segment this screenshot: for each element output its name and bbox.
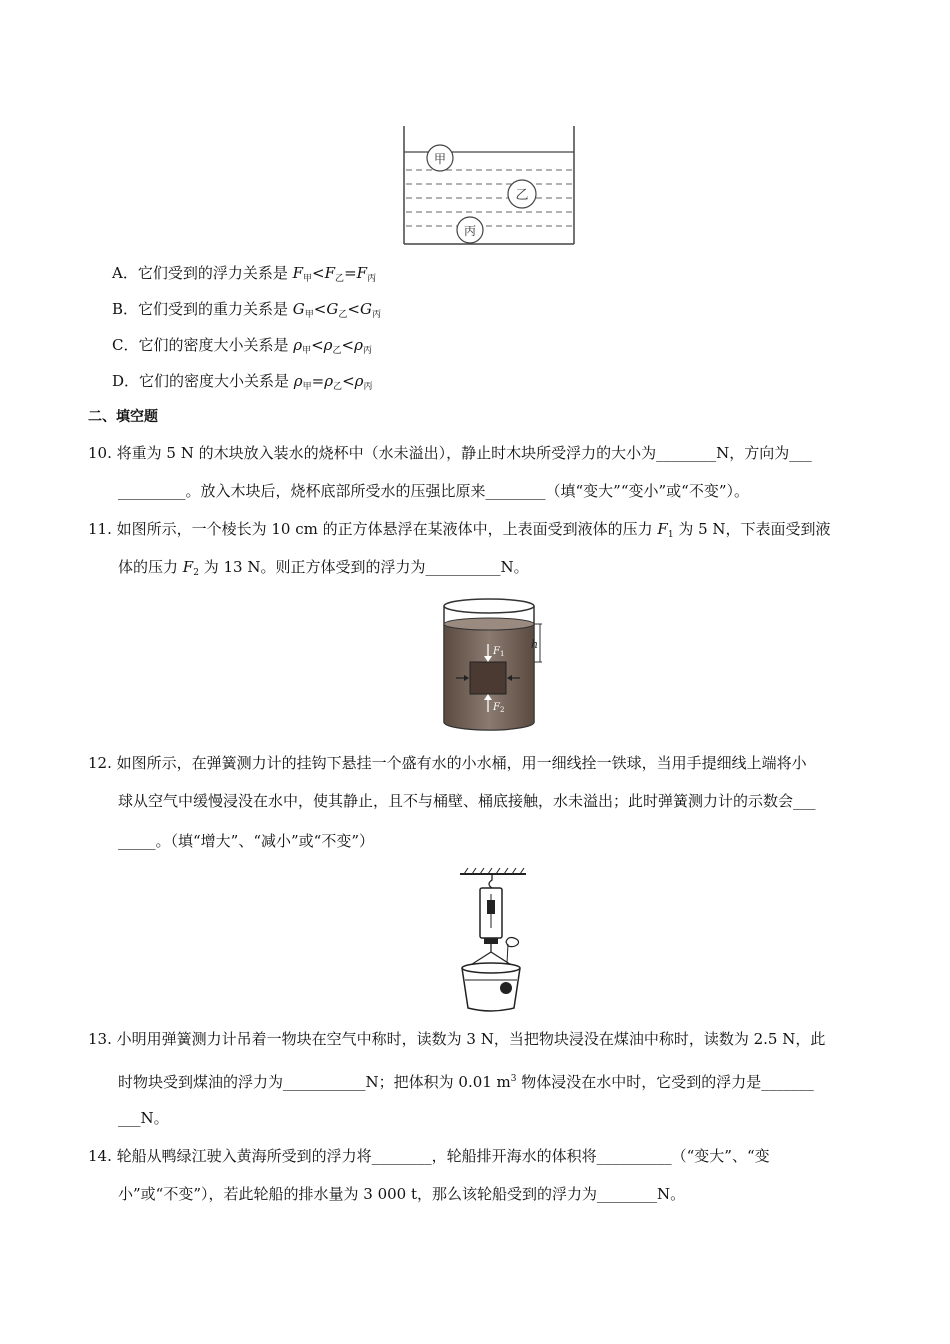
q10-line1: 10. 将重为 5 N 的木块放入装水的烧杯中（水未溢出），静止时木块所受浮力的大小为________N，方向为___ — [88, 444, 812, 462]
figure-cube-in-liquid — [438, 596, 550, 732]
ball-jia-label: 甲 — [433, 152, 447, 166]
q12-line3: _____。（填“增大”、“减小”或“不变”） — [118, 832, 375, 850]
q13-line3: ___N。 — [118, 1109, 169, 1127]
option-a: A．它们受到的浮力关系是 $F_甲<F_乙=F_丙$ — [112, 264, 377, 284]
option-d: D．它们的密度大小关系是 $\rho_甲=\rho_乙<\rho_丙$ — [112, 372, 373, 392]
q14-line2: 小”或“不变”），若此轮船的排水量为 3 000 t，那么该轮船受到的浮力为________N。 — [118, 1185, 686, 1203]
iron-ball — [500, 982, 512, 994]
figure-spring-scale-bucket — [456, 866, 542, 1016]
q12-line2: 球从空气中缓慢浸没在水中，使其静止，且不与桶壁、桶底接触，水未溢出；此时弹簧测力计的示数会___ — [118, 792, 816, 810]
ball-bing-label: 丙 — [463, 224, 477, 238]
section-title: 二、填空题 — [88, 409, 158, 425]
figure-floating-balls — [398, 124, 578, 248]
ball-yi-label: 乙 — [515, 188, 529, 203]
q12-line1: 12. 如图所示，在弹簧测力计的挂钩下悬挂一个盛有水的小水桶，用一细线拴一铁球，当用手提细线上端将小 — [88, 754, 807, 772]
fig-f2-label: $F_2$ — [493, 702, 505, 714]
fig-h-label: h — [531, 638, 539, 651]
q13-line1: 13. 小明用弹簧测力计吊着一物块在空气中称时，读数为 3 N，当把物块浸没在煤油中称时，读数为 2.5 N，此 — [88, 1030, 826, 1048]
q11-line1: 11. 如图所示，一个棱长为 10 cm 的正方体悬浮在某液体中，上表面受到液体的压力 $F_1$ 为 5 N，下表面受到液 — [88, 520, 831, 540]
option-b: B．它们受到的重力关系是 $G_甲<G_乙<G_丙$ — [112, 300, 381, 320]
q10-line2: _________。放入木块后，烧杯底部所受水的压强比原来________（填“变大”“变小”或“不变”）。 — [118, 482, 750, 500]
fig-f1-label: $F_1$ — [493, 646, 505, 658]
q11-line2: 体的压力 $F_2$ 为 13 N。则正方体受到的浮力为__________N。 — [118, 558, 529, 578]
option-c: C．它们的密度大小关系是 $\rho_甲<\rho_乙<\rho_丙$ — [112, 336, 372, 356]
q14-line1: 14. 轮船从鸭绿江驶入黄海所受到的浮力将________，轮船排开海水的体积将__________（“变大”、“变 — [88, 1147, 770, 1165]
cube — [470, 662, 506, 694]
q13-line2: 时物块受到煤油的浮力为___________N；把体积为 0.01 $m^3$ 物体浸没在水中时，它受到的浮力是_______ — [118, 1073, 814, 1091]
